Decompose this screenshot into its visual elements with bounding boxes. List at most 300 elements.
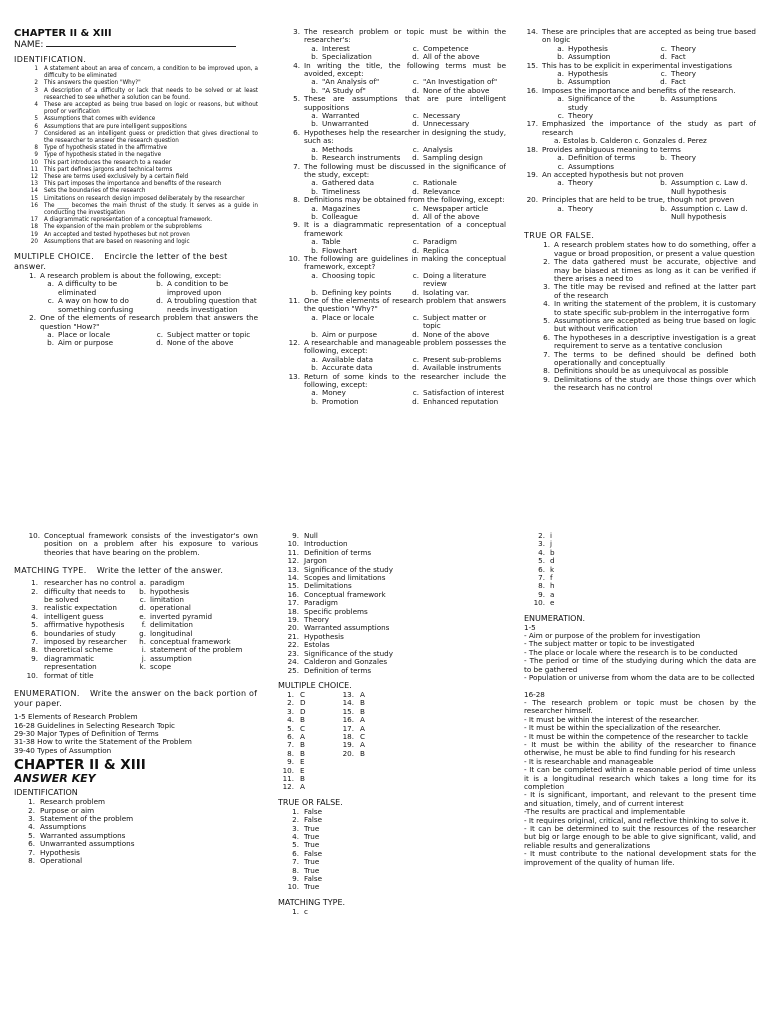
choice-text: operational (150, 603, 191, 613)
question-number: 1. (29, 271, 36, 281)
option-letter: b. (311, 52, 318, 62)
option-text: Aim or purpose (322, 329, 378, 339)
item-text: Conceptual framework consists of the investigator's own position on a problem after his exposure to various theories that have bearing on the problem. (44, 532, 258, 557)
item-number: 7. (28, 847, 35, 857)
item-number: 12. (282, 782, 294, 792)
question-text: The following are guidelines in making the conceptual framework, except? (304, 253, 506, 272)
key-mc-item (278, 783, 338, 791)
item-number: 2. (287, 698, 294, 708)
item-number: 7 (34, 129, 38, 137)
item-text: Assumptions that are pure intelligent suppositions (44, 122, 187, 130)
option-text: Newspaper article (423, 203, 489, 213)
option-text: Methods (322, 144, 353, 154)
option-letter: c. (412, 203, 419, 213)
identification-item (14, 151, 258, 158)
identification-item (14, 65, 258, 79)
option-letter: b. (311, 153, 318, 163)
option-letter: a. (311, 77, 318, 87)
identification-item (14, 101, 258, 115)
option-text: Assumption (568, 52, 611, 62)
item-number: 2. (31, 586, 38, 596)
question-stem (278, 129, 506, 146)
option (657, 95, 756, 112)
enumeration-item: 39-40 Types of Assumption (14, 745, 112, 755)
item-text: realistic expectation (44, 603, 117, 613)
question-number: 11. (288, 296, 300, 305)
option-text: Theory (568, 203, 593, 213)
option-letter: b. (311, 287, 318, 297)
item-number: 10. (287, 882, 299, 892)
item-text: Considered as an intelligent guess or prediction that gives directional to the researcher to answer the research question (44, 129, 258, 145)
item-answer: False (304, 848, 323, 858)
item-number: 5. (543, 316, 550, 325)
key-identification-list-1 (14, 798, 258, 865)
item-number: 6. (287, 731, 294, 741)
option-letter: b. (311, 211, 318, 221)
item-number: 1. (292, 906, 299, 916)
key-mc-right (338, 691, 398, 792)
item-answer: D (300, 706, 306, 716)
item-text: This part defines jargons and technical terms (44, 165, 173, 173)
item-number: 6. (538, 564, 545, 574)
item-number: 3. (31, 603, 38, 613)
option-letter: b. (311, 363, 318, 373)
option-grid (278, 146, 506, 163)
option-letter: c. (557, 111, 564, 121)
item-number: 19. (342, 740, 354, 750)
item-number: 20. (342, 748, 354, 758)
key-identification-item (278, 667, 506, 675)
option-letter: c. (557, 161, 564, 171)
option-letter: c. (47, 296, 54, 306)
key-tf-item (278, 883, 506, 891)
option-letter: d. (412, 363, 419, 373)
item-number: 3. (28, 813, 35, 823)
item-number: 2. (543, 257, 550, 267)
item-text: Assumptions that are based on reasoning and logic (44, 237, 190, 245)
identification-item (14, 130, 258, 144)
true-false-item (524, 283, 756, 300)
choice-letter: h. (139, 637, 146, 647)
item-number: 1. (28, 797, 35, 807)
option-text: Accurate data (322, 363, 373, 373)
key-mc-left (278, 691, 338, 792)
item-answer: h (550, 581, 555, 591)
item-number: 24. (287, 657, 299, 667)
choice-letter: i. (141, 645, 146, 655)
option-letter: b. (557, 77, 564, 87)
item-answer: C (300, 723, 306, 733)
item-number: 5. (292, 840, 299, 850)
option-text: Aim or purpose (58, 338, 114, 348)
item-number: 8. (28, 855, 35, 865)
key-enum-list-2 (524, 699, 756, 867)
item-text: boundaries of study (44, 628, 116, 638)
option-grid (278, 179, 506, 196)
mc-question-8 (278, 196, 506, 221)
option-text: Sampling design (423, 153, 483, 163)
key-identification-item (14, 857, 258, 865)
choice-text: paradigm (150, 578, 185, 588)
option-grid (524, 179, 756, 196)
item-answer: C (300, 689, 306, 699)
choice-letter: j. (141, 653, 146, 663)
option (153, 280, 258, 297)
option-letter: a. (311, 354, 318, 364)
item-number: 4 (34, 101, 38, 109)
item-number: 22. (287, 640, 299, 650)
item-text: The terms to be defined should be defined both operationally and conceptually (554, 349, 756, 368)
item-text: This answers the question "Why?" (44, 79, 141, 87)
item-number: 11 (30, 165, 38, 173)
option-text: Theory (671, 69, 696, 79)
option-letter: b. (311, 396, 318, 406)
option-text: Unwarranted (322, 119, 369, 129)
enumeration-item: 1-5 Elements of Research Problem (14, 712, 138, 722)
item-text: Delimitations (304, 581, 352, 591)
question-text: A researchable and manageable problem possesses the following, except: (304, 338, 506, 356)
question-text: Principles that are held to be true, though not proven (542, 195, 735, 205)
item-answer: True (304, 882, 320, 892)
mc-question-16 (524, 87, 756, 121)
true-false-item (524, 258, 756, 283)
option-letter: c. (660, 43, 667, 53)
option (657, 205, 756, 222)
key-enum-item: - Population or universe from whom the data are to be collected (524, 673, 755, 683)
option-text: Theory (568, 178, 593, 188)
item-number: 3. (292, 823, 299, 833)
option-letter: a. (557, 153, 564, 163)
option-letter: d. (412, 85, 419, 95)
option (308, 398, 405, 406)
question-stem (278, 221, 506, 238)
option-letter: b. (660, 178, 667, 188)
item-text: Specific problems (304, 606, 368, 616)
question-number: 6. (293, 127, 300, 137)
option-grid (278, 314, 506, 339)
item-number: 3. (287, 706, 294, 716)
key-matching-header: MATCHING TYPE. (278, 897, 346, 907)
item-number: 18. (342, 731, 354, 741)
option-letter: a. (311, 178, 318, 188)
option-letter: c. (412, 77, 419, 87)
option-text: Magazines (322, 203, 361, 213)
option (44, 280, 149, 297)
item-text: This part imposes the importance and benefits of the research (44, 180, 222, 188)
choice-text: inverted pyramid (150, 611, 213, 621)
key-enum-range-2: 16-28 (524, 689, 545, 699)
true-false-item (524, 300, 756, 317)
option-text: Assumption c. Law d. Null hypothesis (671, 178, 748, 196)
item-answer: False (304, 806, 323, 816)
item-answer: d (550, 556, 555, 566)
option-grid (278, 78, 506, 95)
option-grid (278, 45, 506, 62)
item-answer: c (304, 906, 308, 916)
key-enum-item: - It can be completed within a reasonable period of time unless it is a longitudinal research which takes a long time for its completion (524, 765, 756, 791)
quiz-column-2 (278, 28, 506, 508)
item-answer: j (550, 539, 552, 549)
key-matching-item (524, 532, 756, 540)
item-number: 23. (287, 648, 299, 658)
key-identification-list-2 (278, 532, 506, 675)
option-text: Place or locale (58, 329, 111, 339)
item-number: 4. (31, 611, 38, 621)
question-text: Hypotheses help the researcher in designing the study, such as: (304, 127, 506, 146)
key-matching-list-1 (278, 908, 506, 916)
option-letter: a. (311, 270, 318, 280)
mc-question-2 (14, 314, 258, 348)
option-letter: b. (557, 52, 564, 62)
option-text: Definition of terms (568, 153, 636, 163)
key-enum-item: - It must contribute to the national development stats for the improvement of the quality of human life. (524, 849, 756, 867)
option-letter: d. (412, 287, 419, 297)
item-text: The ____ becomes the main thrust of the study. It serves as a guide in conducting the investigation (44, 201, 258, 217)
matching-premise (14, 672, 136, 680)
key-enum-item: - Aim or purpose of the problem for investigation (524, 631, 701, 641)
item-number: 1. (543, 240, 550, 250)
option-grid (278, 238, 506, 255)
identification-item (14, 123, 258, 130)
choice-text: limitation (150, 595, 184, 605)
item-text: These are terms used exclusively by a certain field (44, 173, 189, 181)
option-letter: d. (156, 296, 163, 306)
item-number: 1 (34, 65, 38, 72)
option-text: Doing a literature review (423, 270, 487, 289)
question-number: 14. (526, 28, 538, 36)
key-enum-item: - The research problem or topic must be chosen by the researcher himself. (524, 697, 756, 716)
option-grid (524, 95, 756, 120)
item-text: Introduction (304, 539, 348, 549)
question-number: 3. (293, 28, 300, 36)
item-number: 10. (282, 765, 294, 775)
option-text: Colleague (322, 211, 358, 221)
item-number: 3 (34, 86, 38, 94)
question-number: 5. (293, 94, 300, 104)
option-text: Present sub-problems (423, 354, 502, 364)
option-grid (14, 280, 258, 314)
item-text: The data gathered must be accurate, objective and may be biased at times as long as it can be verified if there arises a need to (554, 257, 756, 283)
true-false-item-10 (14, 532, 258, 557)
option-letter: c. (412, 270, 419, 280)
option (657, 154, 756, 162)
page-title: CHAPTER II & XIII (14, 28, 112, 39)
question-number: 7. (293, 161, 300, 171)
item-number: 11. (287, 547, 299, 557)
option-letter: b. (311, 186, 318, 196)
mc-question-6 (278, 129, 506, 163)
question-text: Definitions may be obtained from the following, except: (304, 195, 505, 205)
option-text: Theory (568, 111, 593, 121)
item-text: Paradigm (304, 598, 338, 608)
key-enum-item: - It is significant, important, and relevant to the present time and situation, timely, and of current interest (524, 790, 756, 808)
item-number: 3. (543, 282, 550, 292)
identification-item (14, 231, 258, 238)
key-enum-list-1 (524, 632, 756, 682)
option-letter: a. (311, 237, 318, 247)
question-stem (278, 297, 506, 314)
key-enum-item: - It must be within the interest of the researcher. (524, 714, 700, 724)
option-letter: d. (156, 338, 163, 348)
item-answer: A (300, 782, 305, 792)
option-letter: b. (311, 85, 318, 95)
item-text: Assumptions (40, 822, 87, 832)
true-false-header: TRUE OR FALSE. (524, 231, 595, 241)
item-answer: f (550, 573, 553, 583)
option-grid (278, 272, 506, 297)
question-text: A research problem is about the following, except: (40, 271, 222, 281)
item-answer: a (550, 589, 555, 599)
option-letter: d. (412, 186, 419, 196)
option-text: Unnecessary (423, 119, 470, 129)
question-stem (278, 95, 506, 112)
key-tf-header: TRUE OR FALSE. (278, 797, 343, 807)
option-text: Available data (322, 354, 374, 364)
key-mc-header: MULTIPLE CHOICE. (278, 680, 352, 690)
option-text: Relevance (423, 186, 461, 196)
identification-item (14, 180, 258, 187)
item-number: 19. (287, 615, 299, 625)
key-enumeration (524, 624, 756, 867)
option (554, 205, 653, 222)
item-number: 8. (31, 645, 38, 655)
name-row (14, 39, 258, 51)
item-number: 10. (26, 670, 38, 680)
mc-question-11 (278, 297, 506, 339)
option-text: "An Analysis of" (322, 77, 380, 87)
option-letter: d. (412, 119, 419, 129)
option-grid (278, 356, 506, 373)
item-text: A description of a difficulty or lack that needs to be solved or at least researched to see whether a solution can be found. (44, 86, 258, 101)
option-letter: b. (311, 329, 318, 339)
question-number: 20. (526, 195, 538, 205)
item-answer: B (360, 706, 365, 716)
key-enum-item: - It requires original, critical, and reflective thinking to solve it. (524, 815, 749, 825)
option-text: Warranted (322, 111, 360, 121)
option-letter: d. (660, 52, 667, 62)
item-answer: A (360, 715, 365, 725)
option-letter: b. (311, 119, 318, 129)
item-number: 5. (28, 830, 35, 840)
question-text: The research problem or topic must be within the researcher's: (304, 28, 506, 45)
item-text: Operational (40, 855, 83, 865)
item-number: 1. (292, 806, 299, 816)
item-number: 4. (287, 715, 294, 725)
option-text: Flowchart (322, 245, 358, 255)
item-number: 21. (287, 631, 299, 641)
option-text: All of the above (423, 52, 480, 62)
item-number: 10 (30, 158, 38, 166)
option-text: Assumption (568, 77, 611, 87)
option-letter: c. (412, 388, 419, 398)
matching-table (14, 579, 258, 680)
key-matching-item (524, 566, 756, 574)
key-matching-item (278, 908, 506, 916)
item-text: This part introduces the research to a reader (44, 158, 172, 166)
choice-letter: e. (139, 611, 146, 621)
item-answer: A (360, 723, 365, 733)
true-false-item (524, 241, 756, 258)
option (308, 314, 405, 331)
question-text: These are assumptions that are pure intelligent suppositions (304, 94, 506, 112)
option-letter: d. (660, 77, 667, 87)
item-number: 7. (292, 857, 299, 867)
item-answer: True (304, 823, 320, 833)
option-letter: b. (311, 245, 318, 255)
item-number: 2. (28, 805, 35, 815)
item-text: Calderon and Gonzales (304, 657, 388, 667)
item-number: 6 (34, 122, 38, 130)
key-enum-item: - It must be within the competence of the researcher to tackle (524, 731, 749, 741)
identification-item (14, 166, 258, 173)
option-letter: a. (557, 43, 564, 53)
enumeration-item: 29-30 Major Types of Definition of Terms (14, 728, 159, 738)
option-text: Place or locale (322, 312, 375, 322)
option-text: Isolating var. (423, 287, 470, 297)
item-text: The expansion of the main problem or the subproblems (44, 223, 202, 231)
item-answer: B (300, 748, 305, 758)
item-text: Type of hypothesis stated in the affirmative (44, 144, 168, 152)
true-false-item (524, 317, 756, 334)
option-letter: a. (47, 329, 54, 339)
enumeration-list (14, 713, 258, 755)
item-number: 2. (538, 532, 545, 540)
quiz-column-1 (14, 28, 258, 508)
enumeration-header: ENUMERATION. Write the answer on the back portion of your paper. (14, 689, 258, 709)
item-number: 15. (342, 706, 354, 716)
option-text: Enhanced reputation (423, 396, 499, 406)
item-number: 2 (34, 79, 38, 87)
option (554, 179, 653, 196)
question-number: 4. (293, 60, 300, 70)
item-answer: False (304, 815, 323, 825)
matching-choice (136, 663, 258, 671)
option-text: Gathered data (322, 178, 375, 188)
option-letter: a. (557, 203, 564, 213)
item-number: 13 (30, 180, 38, 188)
question-stem (278, 255, 506, 272)
option-text: A troubling question that needs investigation (167, 296, 257, 314)
key-matching-item (524, 557, 756, 565)
name-label: NAME: (14, 40, 44, 50)
key-mc-grid (278, 691, 506, 792)
item-number: 4. (543, 299, 550, 309)
key-matching-item (524, 549, 756, 557)
item-number: 10. (28, 532, 40, 540)
option-letter: d. (412, 245, 419, 255)
key-enum-item: -The results are practical and implementable (524, 807, 686, 817)
question-text: One of the elements of research problem that answers the question "How?" (40, 313, 258, 331)
item-number: 9. (31, 653, 38, 663)
option-letter: b. (156, 279, 163, 289)
item-number: 5 (34, 115, 38, 123)
choice-letter: d. (139, 603, 146, 613)
option-letter: c. (412, 178, 419, 188)
item-number: 10. (287, 539, 299, 549)
item-text: theoretical scheme (44, 645, 113, 655)
option-letter: d. (412, 211, 419, 221)
option (657, 179, 756, 196)
item-text: Estolas (304, 640, 330, 650)
key-enum-item: - It is researchable and manageable (524, 756, 654, 766)
item-number: 2. (292, 815, 299, 825)
item-number: 7. (538, 573, 545, 583)
item-number: 7. (31, 637, 38, 647)
item-number: 6. (292, 848, 299, 858)
option-letter: a. (47, 279, 54, 289)
mc-question-17: 17. Emphasized the importance of the study as part of research (526, 119, 756, 137)
item-number: 1. (31, 578, 38, 588)
